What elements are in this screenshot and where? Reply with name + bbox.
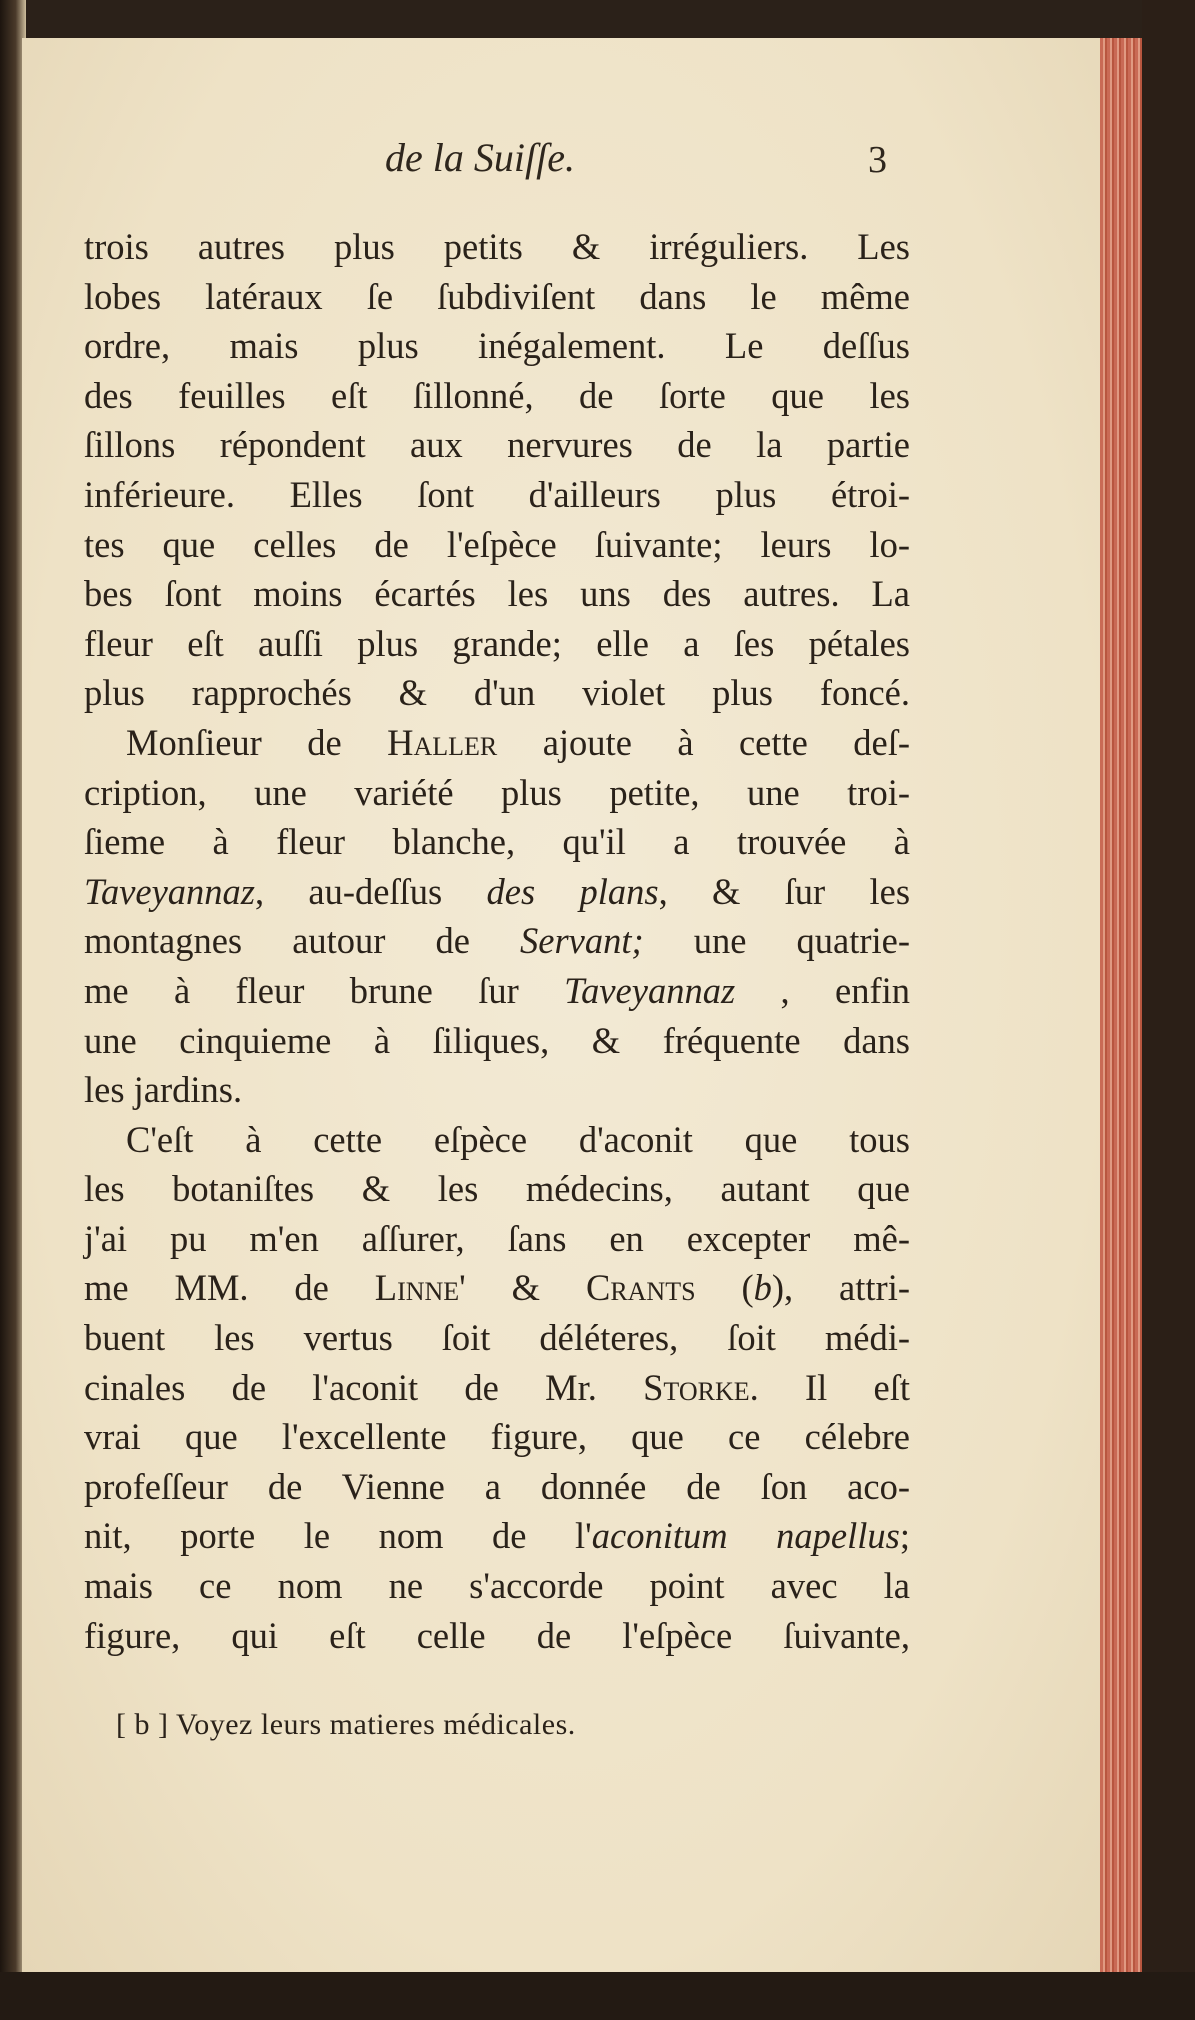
text-line: [84, 817, 910, 867]
text-run: Il eſt: [758, 1366, 911, 1408]
italic-text: aconitum napellus: [591, 1515, 900, 1557]
text-run: mais ce nom ne s'accorde point avec la: [84, 1565, 910, 1607]
scan-background-top: [0, 0, 1195, 40]
text-run: me à fleur brune ſur: [84, 969, 565, 1011]
text-line: [84, 1065, 910, 1115]
text-run: cription, une variété plus petite, une troi-: [84, 771, 910, 813]
text-run: profeſſeur de Vienne a donnée de ſon aco-: [84, 1465, 910, 1507]
text-line: [84, 520, 910, 570]
text-line: [84, 272, 910, 322]
text-line: [84, 916, 910, 966]
text-line: [84, 1214, 910, 1264]
text-run: j'ai pu m'en aſſurer, ſans en excepter mê-: [84, 1217, 910, 1259]
text-line: [84, 321, 910, 371]
text-line: [84, 1363, 910, 1413]
italic-text: des plans: [486, 870, 659, 912]
text-run: montagnes autour de: [84, 920, 521, 962]
small-caps-name: Storke.: [643, 1366, 759, 1408]
page-number: 3: [868, 139, 887, 181]
text-run: , enfin: [735, 969, 910, 1011]
text-run: buent les vertus ſoit déléteres, ſoit médi-: [84, 1317, 910, 1359]
text-line: [84, 371, 910, 421]
text-line: [84, 1611, 910, 1661]
text-line: [84, 222, 910, 272]
text-line: [84, 470, 910, 520]
footnote: [ b ] Voyez leurs matieres médicales.: [116, 1708, 576, 1741]
text-line: [84, 718, 910, 768]
text-run: fleur eſt auſſi plus grande; elle a ſes pétales: [84, 622, 910, 664]
text-run: tes que celles de l'eſpèce ſuivante; leurs lo-: [84, 523, 910, 565]
text-line: [84, 768, 910, 818]
text-run: bes ſont moins écartés les uns des autres. La: [84, 573, 910, 615]
text-run: lobes latéraux ſe ſubdiviſent dans le même: [84, 275, 910, 317]
text-run: C'eſt à cette eſpèce d'aconit que tous: [126, 1118, 910, 1160]
text-run: , au-deſſus: [255, 870, 487, 912]
text-line: [84, 867, 910, 917]
text-run: ſieme à fleur blanche, qu'il a trouvée à: [84, 821, 910, 863]
text-line: [84, 1164, 910, 1214]
text-run: &: [465, 1267, 586, 1309]
text-run: , & ſur les: [658, 870, 911, 912]
text-run: une cinquieme à ſiliques, & fréquente dans: [84, 1019, 910, 1061]
text-line: [84, 569, 910, 619]
text-run: trois autres plus petits & irréguliers. Les: [84, 226, 910, 267]
text-line: [84, 619, 910, 669]
text-run: cinales de l'aconit de Mr.: [84, 1366, 644, 1408]
text-run: les botaniſtes & les médecins, autant que: [84, 1168, 910, 1210]
text-run: (: [695, 1267, 754, 1309]
text-line: [84, 966, 910, 1016]
text-run: nit, porte le nom de l': [84, 1515, 592, 1557]
text-line: [84, 1511, 910, 1561]
body-text: [84, 222, 910, 1660]
text-line: [84, 1115, 910, 1165]
page-edges-red: [1100, 38, 1142, 1973]
italic-text: Servant;: [520, 920, 644, 962]
running-title: de la Suiſſe.: [385, 135, 575, 180]
small-caps-name: Haller: [387, 721, 498, 763]
text-run: inférieure. Elles ſont d'ailleurs plus étroi-: [84, 473, 910, 515]
text-run: ſillons répondent aux nervures de la partie: [84, 424, 910, 466]
text-run: les jardins.: [84, 1069, 243, 1111]
italic-text: Taveyannaz: [564, 969, 736, 1011]
text-line: [84, 1313, 910, 1363]
small-caps-name: Crants: [585, 1267, 696, 1309]
text-run: ;: [899, 1515, 910, 1557]
text-line: [84, 1016, 910, 1066]
text-run: ajoute à cette deſ-: [497, 721, 911, 763]
text-line: [84, 1263, 910, 1313]
text-run: me MM. de: [84, 1267, 375, 1309]
scan-background-right: [1142, 0, 1195, 2020]
text-run: plus rapprochés & d'un violet plus foncé.: [84, 672, 910, 714]
text-run: vrai que l'excellente figure, que ce célebre: [84, 1416, 910, 1458]
italic-text: b: [753, 1267, 772, 1309]
small-caps-name: Linne': [374, 1267, 466, 1309]
italic-text: Taveyannaz: [84, 870, 256, 912]
text-line: [84, 1561, 910, 1611]
text-line: [84, 1462, 910, 1512]
text-line: [84, 668, 910, 718]
text-run: ordre, mais plus inégalement. Le deſſus: [84, 325, 910, 367]
text-run: des feuilles eſt ſillonné, de ſorte que les: [84, 374, 910, 416]
text-run: une quatrie-: [643, 920, 910, 962]
text-run: ), attri-: [771, 1267, 910, 1309]
text-run: Monſieur de: [126, 721, 388, 763]
scan-background-bottom: [0, 1972, 1195, 2020]
text-run: figure, qui eſt celle de l'eſpèce ſuivante,: [84, 1614, 910, 1656]
text-line: [84, 1412, 910, 1462]
text-line: [84, 420, 910, 470]
